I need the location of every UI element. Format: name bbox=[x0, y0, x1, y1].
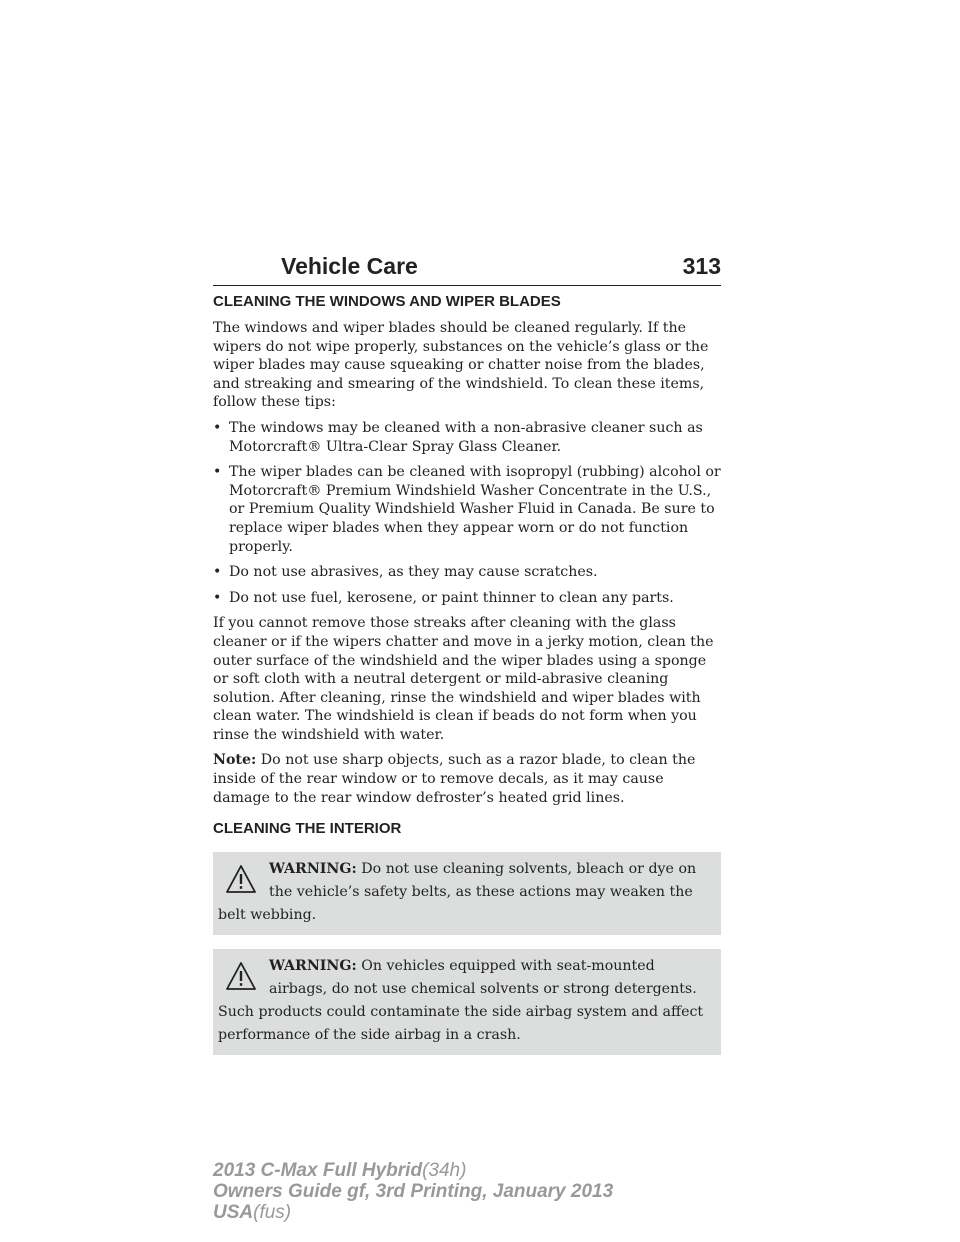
note-text: Do not use sharp objects, such as a razor blade, to clean the inside of the rear window or to remove decals, as it may cause damage to the rear window defroster’s heated grid lines. bbox=[213, 752, 696, 806]
streaks-paragraph: If you cannot remove those streaks after cleaning with the glass cleaner or if the wipers chatter and move in a jerky motion, clean the outer surface of the windshield and the wiper blades using a sponge or soft cloth with a neutral detergent or mild-abrasive cleaning solution. After cleaning, rinse the windshield and wiper blades with clean water. The windshield is clean if beads do not form when you rinse the windshield with water. bbox=[213, 615, 714, 743]
warning-triangle-icon bbox=[225, 961, 257, 991]
heading-windows-wipers: CLEANING THE WINDOWS AND WIPER BLADES bbox=[213, 293, 561, 310]
warning-box-safety-belts bbox=[213, 852, 721, 935]
page-content bbox=[213, 293, 721, 1069]
page-footer bbox=[213, 1160, 613, 1223]
bullet-glyph: • bbox=[213, 564, 222, 581]
warning-label: WARNING: bbox=[269, 958, 357, 975]
warning-text: On vehicles equipped with seat-mounted airbags, do not use chemical solvents or strong detergents. Such products could contaminate the side airbag system and affect performance of the side airbag in a crash. bbox=[218, 958, 704, 1044]
list-item bbox=[213, 419, 721, 456]
list-item-text: Do not use fuel, kerosene, or paint thinner to clean any parts. bbox=[229, 589, 674, 606]
tips-list bbox=[213, 419, 721, 607]
bullet-glyph: • bbox=[213, 589, 222, 606]
footer-line-guide bbox=[213, 1181, 613, 1202]
list-item-text: The wiper blades can be cleaned with isopropyl (rubbing) alcohol or Motorcraft® Premium Windshield Washer Concentrate in the U.S., or Premium Quality Windshield Washer Fluid in Canada. Be sure to replace wiper blades when they appear worn or do not function properly. bbox=[229, 464, 721, 555]
intro-paragraph: The windows and wiper blades should be cleaned regularly. If the wipers do not wipe properly, substances on the vehicle’s glass or the wiper blades may cause squeaking or chatter noise from the blades, and streaking and smearing of the windshield. To clean these items, follow these tips: bbox=[213, 320, 709, 411]
list-item bbox=[213, 463, 721, 556]
footer-guide: Owners Guide gf, 3rd Printing, January 2013 bbox=[213, 1181, 614, 1202]
note-paragraph bbox=[213, 751, 721, 807]
page-header bbox=[213, 253, 721, 286]
list-item bbox=[213, 563, 721, 582]
footer-market: USA bbox=[213, 1202, 254, 1223]
bullet-glyph: • bbox=[213, 419, 222, 436]
page-number: 313 bbox=[682, 253, 721, 279]
footer-code: (34h) bbox=[422, 1160, 467, 1181]
warning-box-airbags bbox=[213, 949, 721, 1055]
bullet-glyph: • bbox=[213, 464, 222, 481]
footer-market-code: (fus) bbox=[253, 1202, 292, 1223]
warning-text: Do not use cleaning solvents, bleach or dye on the vehicle’s safety belts, as these actions may weaken the belt webbing. bbox=[218, 861, 697, 924]
heading-interior: CLEANING THE INTERIOR bbox=[213, 820, 402, 838]
footer-model: 2013 C-Max Full Hybrid bbox=[213, 1160, 423, 1181]
list-item-text: Do not use abrasives, as they may cause scratches. bbox=[229, 564, 598, 581]
warning-triangle-icon bbox=[225, 864, 257, 894]
footer-line-market bbox=[213, 1202, 613, 1223]
footer-line-model bbox=[213, 1160, 613, 1181]
list-item-text: The windows may be cleaned with a non-abrasive cleaner such as Motorcraft® Ultra-Clear Spray Glass Cleaner. bbox=[229, 419, 703, 455]
list-item bbox=[213, 589, 721, 608]
note-label: Note: bbox=[213, 752, 257, 769]
section-title: Vehicle Care bbox=[281, 253, 418, 279]
warning-label: WARNING: bbox=[269, 861, 357, 878]
